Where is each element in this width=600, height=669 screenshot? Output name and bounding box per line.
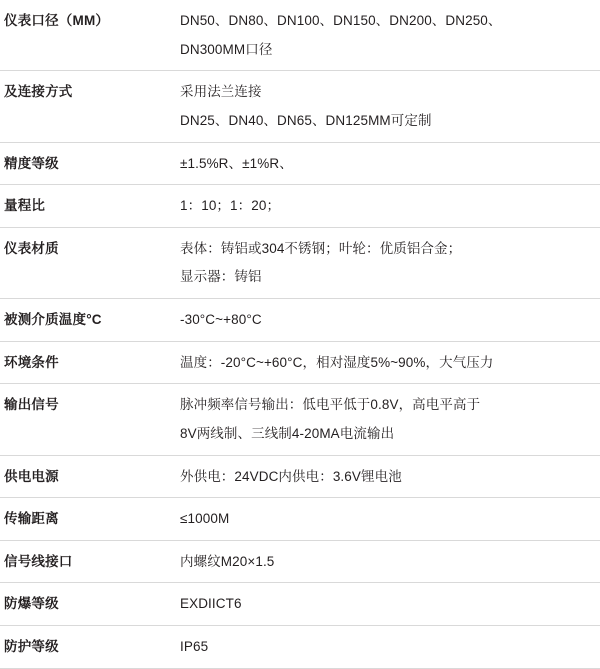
spec-value xyxy=(176,384,600,455)
table-row xyxy=(0,142,600,185)
table-row xyxy=(0,227,600,298)
spec-value-line: DN25、DN40、DN65、DN125MM可定制 xyxy=(180,112,432,128)
spec-value-line: 8V两线制、三线制4-20MA电流输出 xyxy=(180,425,395,441)
spec-label: 信号线接口 xyxy=(4,553,73,569)
table-row xyxy=(0,71,600,142)
spec-value xyxy=(176,498,600,541)
spec-label: 防护等级 xyxy=(4,639,59,654)
spec-value xyxy=(176,142,600,185)
spec-value xyxy=(176,455,600,498)
spec-label: 及连接方式 xyxy=(4,84,73,100)
spec-value-line: 温度：-20°C~+60°C，相对湿度5%~90%，大气压力 xyxy=(180,354,494,370)
spec-label: 输出信号 xyxy=(4,397,59,413)
spec-value-line: DN50、DN80、DN100、DN150、DN200、DN250、 xyxy=(180,13,502,28)
spec-label: 环境条件 xyxy=(4,354,59,370)
spec-label: 传输距离 xyxy=(4,511,59,527)
spec-value-line: 脉冲频率信号输出：低电平低于0.8V，高电平高于 xyxy=(180,397,481,413)
spec-label: 供电电源 xyxy=(4,468,59,484)
spec-value-line: 外供电：24VDC内供电：3.6V锂电池 xyxy=(180,468,402,484)
spec-value xyxy=(176,626,600,669)
spec-value-line: 采用法兰连接 xyxy=(180,84,262,100)
table-row xyxy=(0,299,600,342)
spec-value xyxy=(176,71,600,142)
spec-value-line: DN300MM口径 xyxy=(180,41,273,57)
spec-value xyxy=(176,341,600,384)
table-row xyxy=(0,185,600,228)
table-row xyxy=(0,498,600,541)
spec-value-line: -30°C~+80°C xyxy=(180,312,262,327)
spec-value-line: ≤1000M xyxy=(180,511,230,527)
table-row xyxy=(0,455,600,498)
spec-label: 精度等级 xyxy=(4,155,59,171)
spec-value xyxy=(176,0,600,71)
spec-value-line: IP65 xyxy=(180,639,209,654)
table-row xyxy=(0,583,600,626)
spec-label: 防爆等级 xyxy=(4,596,59,612)
spec-value-line: 内螺纹M20×1.5 xyxy=(180,553,275,569)
spec-value-line: 1：10；1：20； xyxy=(180,198,281,214)
table-row xyxy=(0,341,600,384)
table-row xyxy=(0,540,600,583)
spec-value-line: 表体：铸铝或304不锈钢；叶轮：优质铝合金； xyxy=(180,240,462,256)
spec-value xyxy=(176,299,600,342)
spec-label: 被测介质温度°C xyxy=(4,312,102,327)
spec-label: 量程比 xyxy=(4,198,46,214)
spec-value-line: 显示器：铸铝 xyxy=(180,269,262,285)
spec-label: 仪表口径（MM） xyxy=(4,13,110,28)
spec-value xyxy=(176,227,600,298)
spec-label: 仪表材质 xyxy=(4,240,59,256)
table-row xyxy=(0,0,600,71)
spec-value-line: EXDIICT6 xyxy=(180,596,242,612)
spec-value xyxy=(176,540,600,583)
spec-value-line: ±1.5%R、±1%R、 xyxy=(180,155,293,171)
table-row xyxy=(0,626,600,669)
spec-value xyxy=(176,185,600,228)
spec-value xyxy=(176,583,600,626)
table-row xyxy=(0,384,600,455)
